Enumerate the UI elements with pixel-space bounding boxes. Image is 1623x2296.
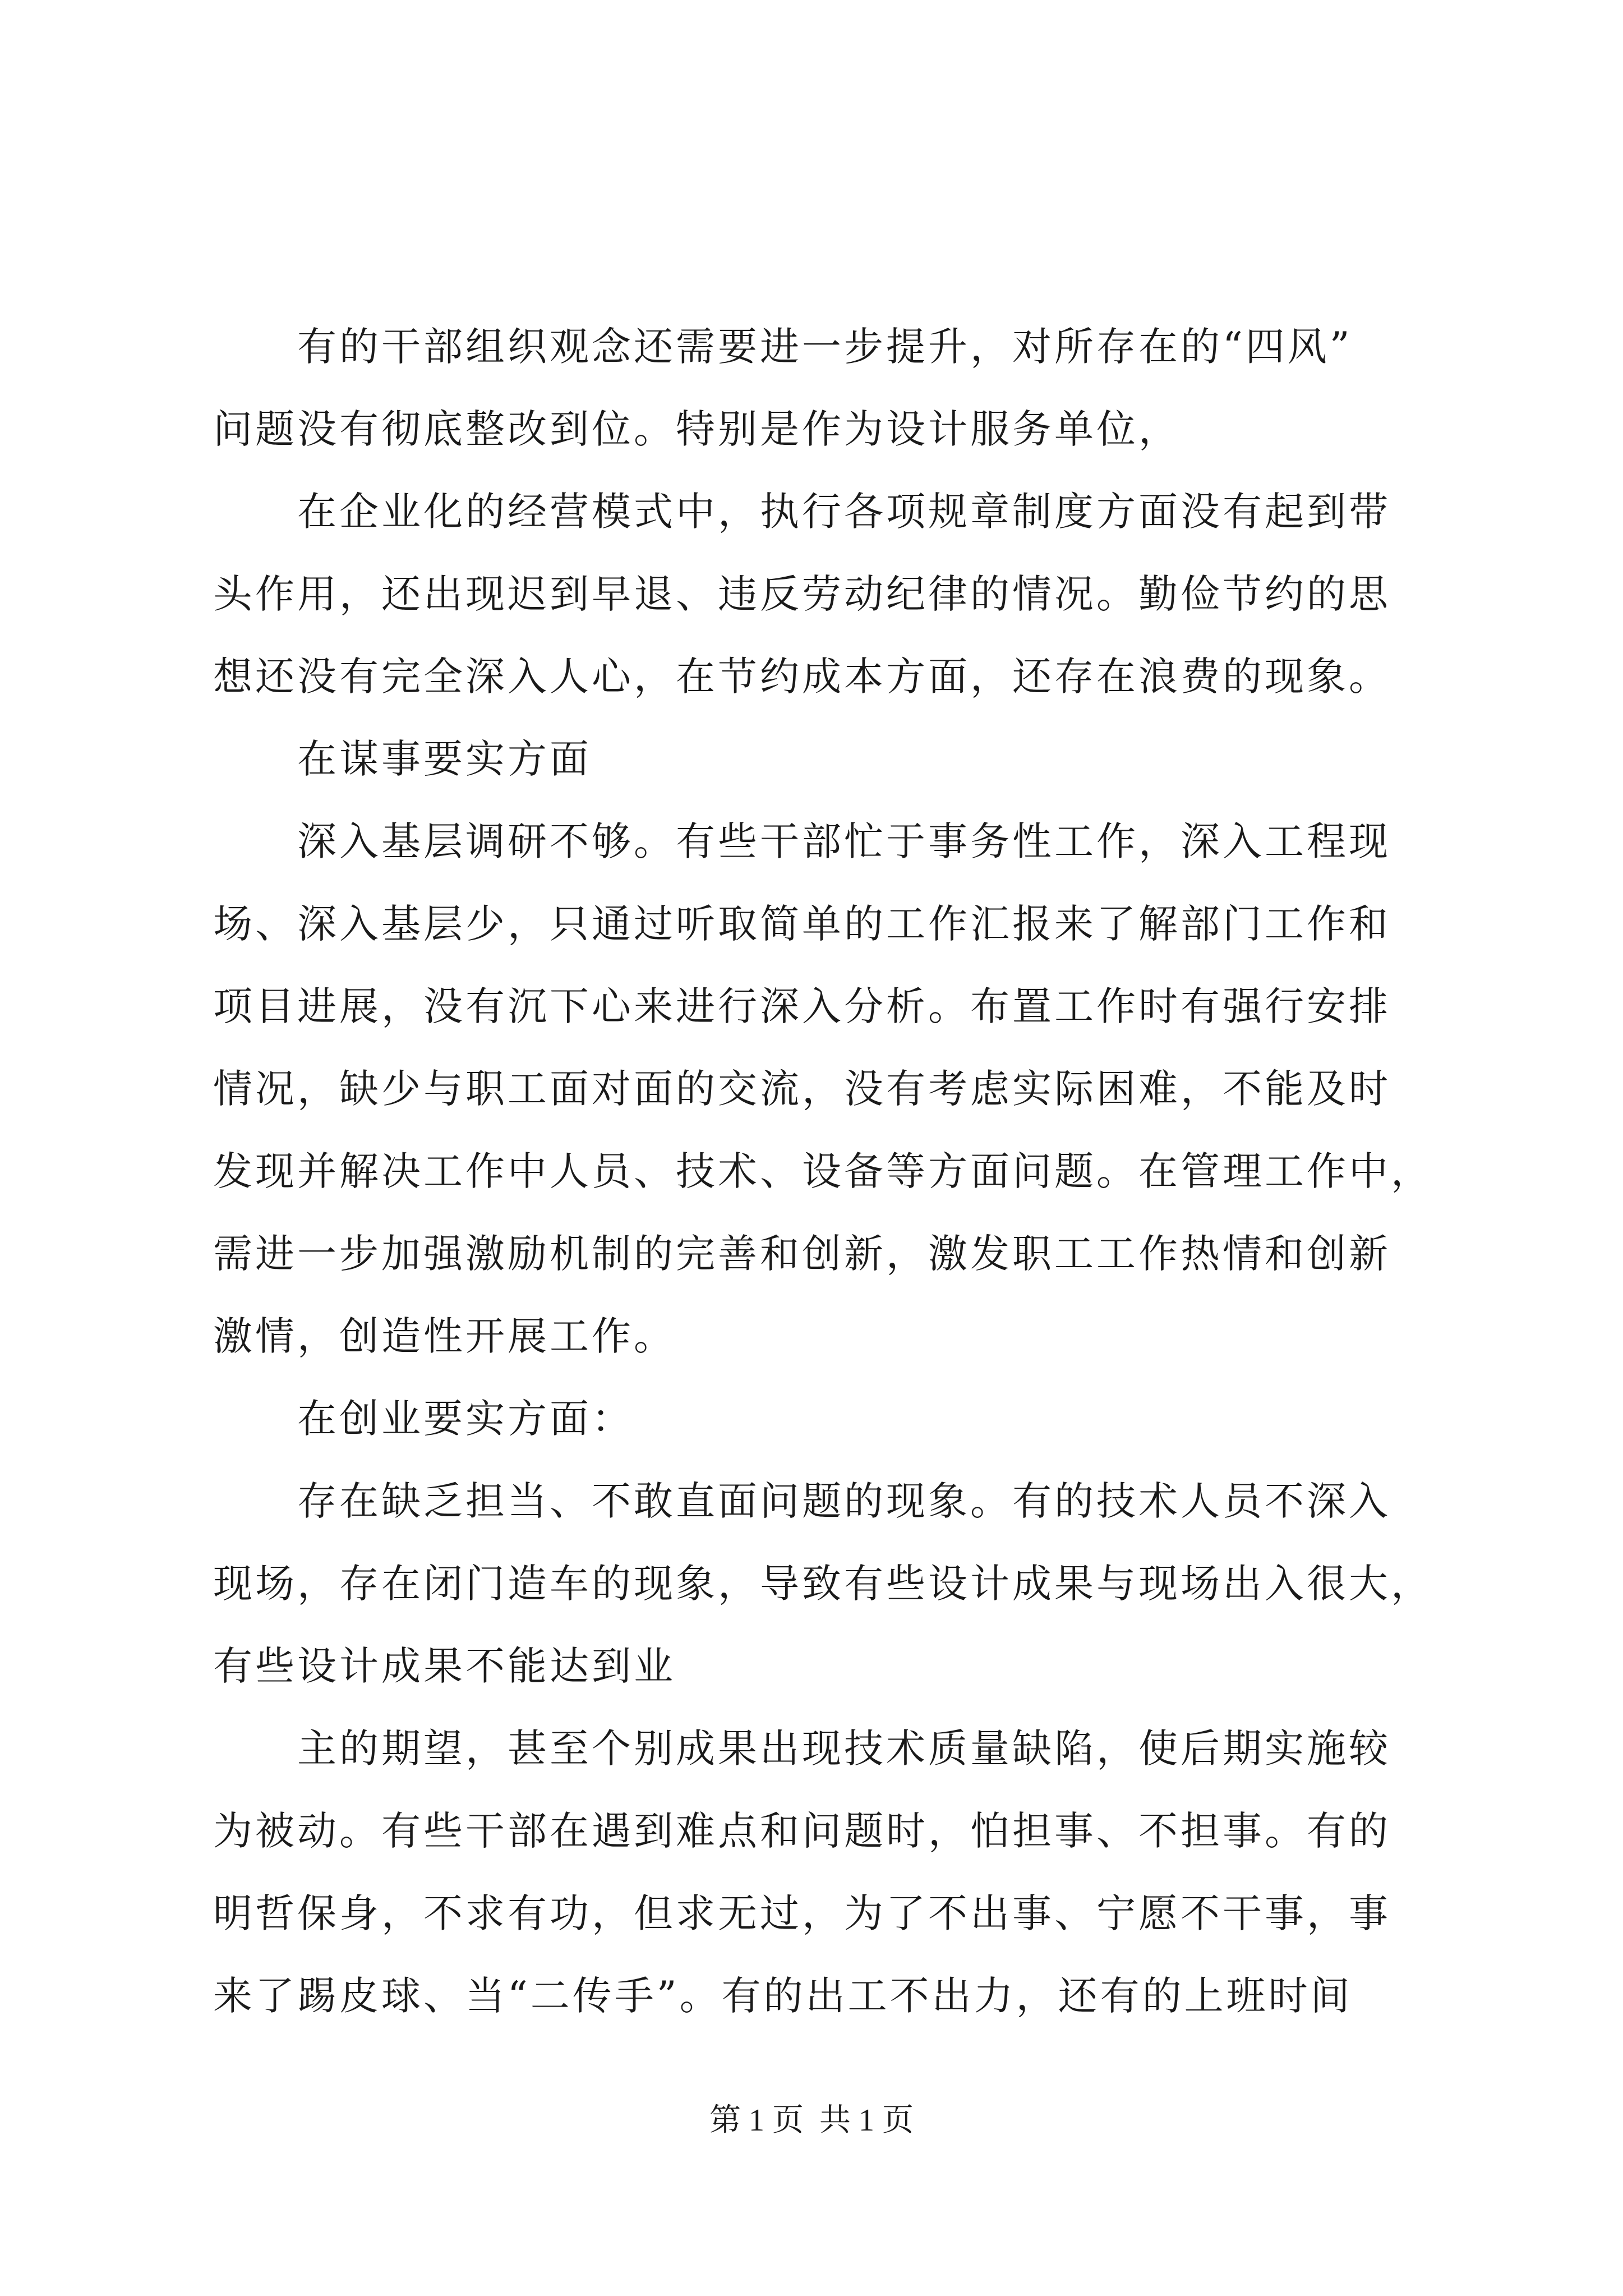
paragraph-line: 需进一步加强激励机制的完善和创新，激发职工工作热情和创新: [213, 1231, 1391, 1277]
paragraph-line: 问题没有彻底整改到位。特别是作为设计服务单位，: [213, 406, 1181, 452]
paragraph-line: 有些设计成果不能达到业: [213, 1643, 676, 1689]
paragraph-line: 情况，缺少与职工面对面的交流，没有考虑实际困难，不能及时: [213, 1066, 1391, 1112]
paragraph-line: 在企业化的经营模式中，执行各项规章制度方面没有起到带: [297, 489, 1391, 535]
paragraph-line: 来了踢皮球、当“二传手”。有的出工不出力，还有的上班时间: [213, 1973, 1353, 2019]
paragraph-line: 主的期望，甚至个别成果出现技术质量缺陷，使后期实施较: [297, 1726, 1391, 1772]
paragraph-line: 明哲保身，不求有功，但求无过，为了不出事、宁愿不干事，事: [213, 1890, 1391, 1936]
paragraph-line: 项目进展，没有沉下心来进行深入分析。布置工作时有强行安排: [213, 983, 1391, 1029]
paragraph-line: 发现并解决工作中人员、技术、设备等方面问题。在管理工作中，: [213, 1148, 1433, 1194]
paragraph-line: 为被动。有些干部在遇到难点和问题时，怕担事、不担事。有的: [213, 1808, 1391, 1854]
document-body: [213, 306, 1436, 2037]
paragraph-line: 存在缺乏担当、不敢直面问题的现象。有的技术人员不深入: [297, 1478, 1391, 1524]
page-number-footer: 第 1 页 共 1 页: [709, 2103, 914, 2138]
paragraph-line: 想还没有完全深入人心，在节约成本方面，还存在浪费的现象。: [213, 654, 1391, 700]
section-heading: 在谋事要实方面: [297, 736, 592, 782]
paragraph-line: 深入基层调研不够。有些干部忙于事务性工作，深入工程现: [297, 818, 1391, 864]
paragraph-line: 头作用，还出现迟到早退、违反劳动纪律的情况。勤俭节约的思: [213, 571, 1391, 617]
section-heading: 在创业要实方面：: [297, 1396, 634, 1442]
paragraph-line: 现场，存在闭门造车的现象，导致有些设计成果与现场出入很大，: [213, 1561, 1433, 1607]
paragraph-line: 有的干部组织观念还需要进一步提升，对所存在的“四风”: [297, 324, 1353, 370]
paragraph-line: 激情，创造性开展工作。: [213, 1313, 676, 1359]
paragraph-line: 场、深入基层少，只通过听取简单的工作汇报来了解部门工作和: [213, 901, 1391, 947]
